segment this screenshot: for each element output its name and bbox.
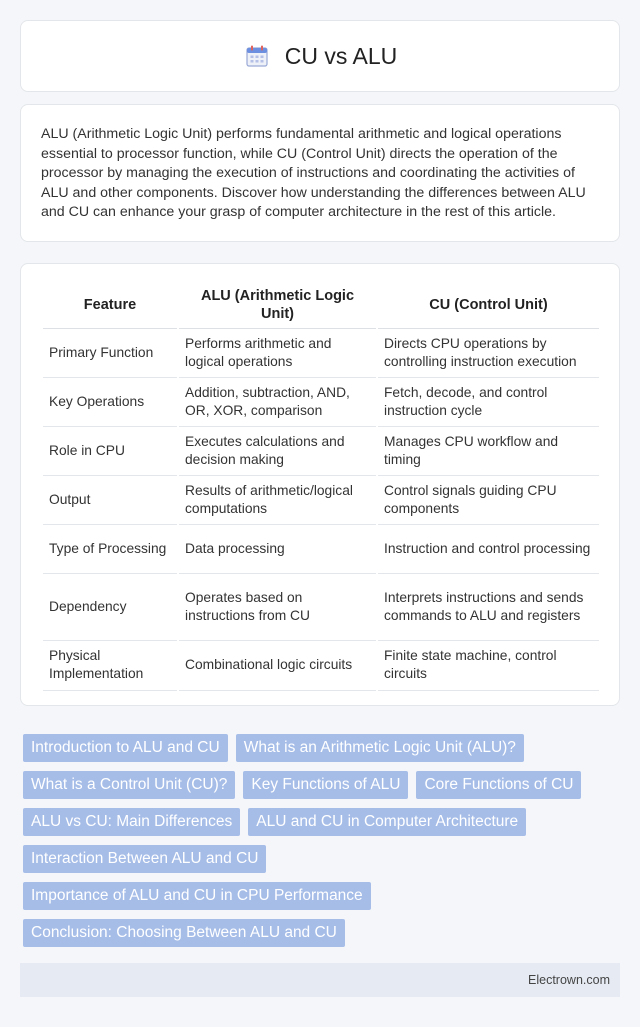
intro-text: ALU (Arithmetic Logic Unit) performs fundamental arithmetic and logical operations essential to processor function, while CU (Control Unit) directs the operation of the processor by managing the execution of instructions and coordinating the activities of ALU and other components. Discover how understanding the differences between ALU and CU can enhance your grasp of computer architecture in the rest of this article. xyxy=(41,126,586,221)
column-header-alu: ALU (Arithmetic Logic Unit) xyxy=(178,282,377,328)
table-cell-alu: Performs arithmetic and logical operations xyxy=(178,328,377,377)
table-row xyxy=(43,524,599,573)
topic-tags xyxy=(23,734,617,947)
table-row xyxy=(43,475,599,524)
table-cell-cu: Control signals guiding CPU components xyxy=(377,475,599,524)
table-row xyxy=(43,640,599,690)
page-title: CU vs ALU xyxy=(284,42,398,69)
table-cell-cu: Finite state machine, control circuits xyxy=(377,640,599,690)
table-cell-feature: Key Operations xyxy=(43,377,178,426)
tag-key-functions-alu[interactable]: Key Functions of ALU xyxy=(243,771,408,799)
footer xyxy=(20,963,620,997)
table-cell-feature: Output xyxy=(43,475,178,524)
table-cell-cu: Manages CPU workflow and timing xyxy=(377,426,599,475)
table-cell-cu: Fetch, decode, and control instruction cycle xyxy=(377,377,599,426)
comparison-table-card xyxy=(20,263,620,706)
table-header-row xyxy=(43,282,599,328)
table-row xyxy=(43,328,599,377)
tag-introduction[interactable]: Introduction to ALU and CU xyxy=(23,734,228,762)
column-header-feature: Feature xyxy=(43,282,178,328)
table-cell-alu: Addition, subtraction, AND, OR, XOR, comparison xyxy=(178,377,377,426)
table-cell-alu: Data processing xyxy=(178,524,377,573)
tag-interaction[interactable]: Interaction Between ALU and CU xyxy=(23,845,266,873)
tag-computer-architecture[interactable]: ALU and CU in Computer Architecture xyxy=(248,808,526,836)
table-cell-feature: Type of Processing xyxy=(43,524,178,573)
table-cell-feature: Dependency xyxy=(43,573,178,640)
table-cell-alu: Operates based on instructions from CU xyxy=(178,573,377,640)
table-row xyxy=(43,573,599,640)
table-cell-cu: Interprets instructions and sends commands to ALU and registers xyxy=(377,573,599,640)
table-row xyxy=(43,377,599,426)
tag-what-is-cu[interactable]: What is a Control Unit (CU)? xyxy=(23,771,235,799)
table-cell-feature: Primary Function xyxy=(43,328,178,377)
tag-what-is-alu[interactable]: What is an Arithmetic Logic Unit (ALU)? xyxy=(236,734,524,762)
calendar-icon xyxy=(243,42,271,70)
footer-brand: Electrown.com xyxy=(528,973,610,987)
tag-main-differences[interactable]: ALU vs CU: Main Differences xyxy=(23,808,240,836)
intro-card xyxy=(20,104,620,242)
table-cell-alu: Executes calculations and decision making xyxy=(178,426,377,475)
table-cell-alu: Combinational logic circuits xyxy=(178,640,377,690)
comparison-table xyxy=(43,282,599,691)
table-cell-feature: Role in CPU xyxy=(43,426,178,475)
table-cell-feature: Physical Implementation xyxy=(43,640,178,690)
table-cell-cu: Instruction and control processing xyxy=(377,524,599,573)
tag-conclusion[interactable]: Conclusion: Choosing Between ALU and CU xyxy=(23,919,345,947)
tag-cpu-performance[interactable]: Importance of ALU and CU in CPU Performance xyxy=(23,882,371,910)
table-cell-cu: Directs CPU operations by controlling instruction execution xyxy=(377,328,599,377)
column-header-cu: CU (Control Unit) xyxy=(377,282,599,328)
table-row xyxy=(43,426,599,475)
page-header xyxy=(20,20,620,92)
table-cell-alu: Results of arithmetic/logical computations xyxy=(178,475,377,524)
tag-core-functions-cu[interactable]: Core Functions of CU xyxy=(416,771,581,799)
